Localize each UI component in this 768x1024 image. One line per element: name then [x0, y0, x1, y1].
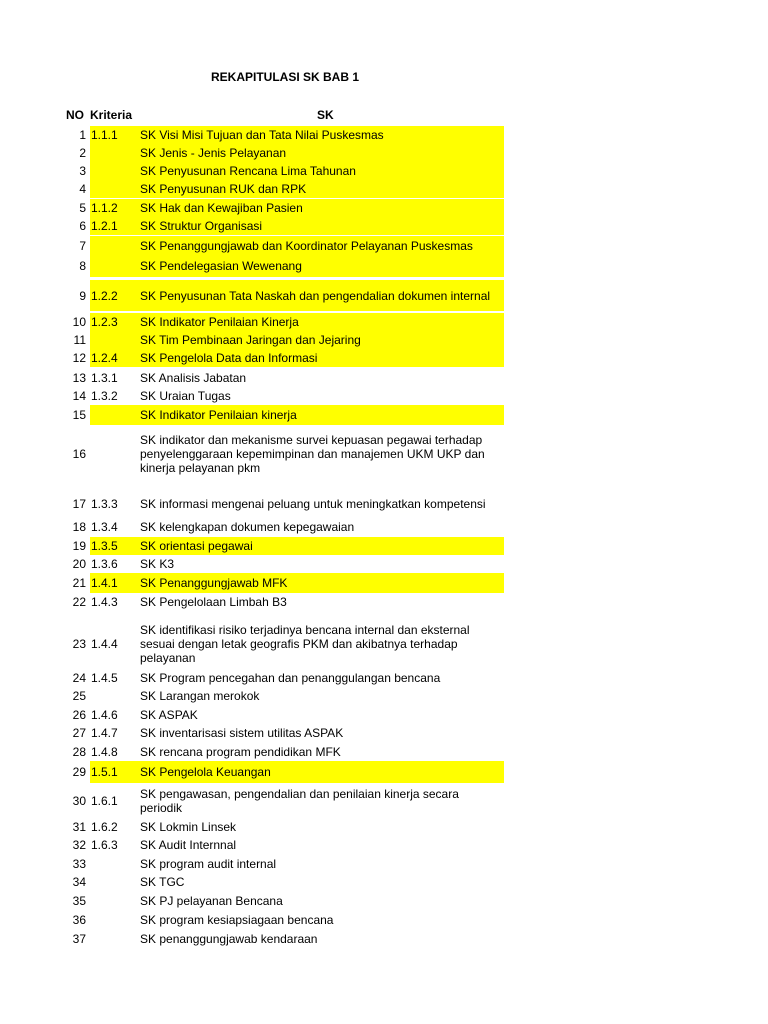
- table-row: [62, 706, 504, 724]
- row-kriteria: 1.2.1: [90, 217, 139, 235]
- row-sk: SK Visi Misi Tujuan dan Tata Nilai Puskesmas: [138, 126, 504, 144]
- row-kriteria: [90, 911, 139, 929]
- table-row: [62, 892, 504, 910]
- row-kriteria: [90, 873, 139, 891]
- row-number: 20: [72, 557, 86, 571]
- row-sk: SK orientasi pegawai: [138, 537, 504, 555]
- row-sk: SK Pengelola Keuangan: [138, 761, 504, 783]
- table-row: [62, 593, 504, 611]
- table-row: [62, 432, 504, 476]
- row-sk: SK Uraian Tugas: [140, 389, 231, 403]
- row-sk: SK Jenis - Jenis Pelayanan: [138, 144, 504, 162]
- table-row: [62, 217, 504, 235]
- row-number: 10: [72, 315, 86, 329]
- row-kriteria: [90, 855, 139, 873]
- row-sk: SK TGC: [140, 875, 185, 889]
- row-number: 9: [79, 288, 86, 303]
- row-sk: SK Penanggungjawab dan Koordinator Pelayanan Puskesmas: [138, 236, 504, 256]
- row-sk: SK penanggungjawab kendaraan: [140, 932, 318, 946]
- table-row: [62, 487, 504, 521]
- row-number: 30: [72, 794, 86, 808]
- row-kriteria: 1.3.5: [90, 537, 139, 555]
- row-kriteria: 1.3.6: [91, 557, 118, 571]
- row-sk: SK Tim Pembinaan Jaringan dan Jejaring: [138, 331, 504, 349]
- header-no: NO: [66, 108, 84, 122]
- row-sk: SK Pengelola Data dan Informasi: [138, 349, 504, 367]
- row-sk: SK identifikasi risiko terjadinya bencana internal dan eksternal sesuai dengan letak geografis PKM dan akibatnya terhadap pelayanan: [140, 623, 470, 665]
- table-row: [62, 280, 504, 311]
- row-kriteria: 1.6.3: [91, 838, 118, 852]
- row-kriteria: 1.4.8: [91, 745, 118, 759]
- table-row: [62, 761, 504, 783]
- header-sk: SK: [317, 108, 334, 122]
- row-number: 29: [72, 765, 86, 779]
- row-sk: SK Larangan merokok: [140, 689, 260, 703]
- table-row: [62, 930, 504, 948]
- row-sk: SK PJ pelayanan Bencana: [140, 894, 283, 908]
- table-row: [62, 405, 504, 425]
- table-row: [62, 836, 504, 854]
- row-kriteria: [90, 144, 139, 162]
- row-number: 28: [72, 745, 86, 759]
- table-row: [62, 743, 504, 761]
- row-number: 13: [72, 371, 86, 385]
- table-row: [62, 349, 504, 367]
- row-sk: SK Penanggungjawab MFK: [138, 573, 504, 593]
- row-sk: SK Penyusunan RUK dan RPK: [138, 180, 504, 198]
- row-kriteria: 1.4.6: [91, 708, 118, 722]
- row-sk: SK inventarisasi sistem utilitas ASPAK: [140, 726, 344, 740]
- row-number: 37: [72, 932, 86, 946]
- row-kriteria: [90, 687, 139, 705]
- row-sk: SK ASPAK: [140, 708, 198, 722]
- row-kriteria: 1.5.1: [90, 761, 139, 783]
- row-number: 31: [72, 820, 86, 834]
- row-number: 22: [72, 595, 86, 609]
- row-sk: SK Pengelolaan Limbah B3: [140, 595, 287, 609]
- row-kriteria: 1.2.4: [90, 349, 139, 367]
- row-number: 5: [79, 201, 86, 215]
- row-number: 26: [72, 708, 86, 722]
- row-kriteria: 1.4.7: [91, 726, 118, 740]
- row-sk: SK indikator dan mekanisme survei kepuasan pegawai terhadap penyelenggaraan kepemimpinan dan manajemen UKM UKP dan kinerja pelayanan pkm: [140, 433, 485, 475]
- table-row: [62, 855, 504, 873]
- row-number: 8: [79, 259, 86, 273]
- table-row: [62, 620, 504, 668]
- row-number: 3: [79, 164, 86, 178]
- row-sk: SK pengawasan, pengendalian dan penilaian kinerja secara periodik: [140, 787, 459, 815]
- row-number: 14: [72, 389, 86, 403]
- row-sk: SK K3: [140, 557, 175, 571]
- table-row: [62, 873, 504, 891]
- row-sk: SK Penyusunan Rencana Lima Tahunan: [138, 162, 504, 180]
- row-number: 4: [79, 182, 86, 196]
- table-row: [62, 126, 504, 144]
- table-row: [62, 369, 504, 387]
- row-kriteria: 1.2.3: [90, 313, 139, 331]
- table-row: [62, 818, 504, 836]
- table-row: [62, 180, 504, 198]
- row-kriteria: 1.4.4: [91, 637, 118, 651]
- row-number: 19: [72, 539, 86, 553]
- row-number: 18: [72, 520, 86, 534]
- row-kriteria: [90, 236, 139, 256]
- row-number: 17: [72, 497, 86, 511]
- page-title: REKAPITULASI SK BAB 1: [210, 70, 359, 84]
- header-kriteria: Kriteria: [90, 108, 133, 122]
- row-number: 1: [79, 128, 86, 142]
- row-number: 11: [73, 333, 86, 347]
- row-kriteria: 1.3.1: [91, 371, 118, 385]
- table-row: [62, 236, 504, 256]
- row-kriteria: [90, 255, 139, 277]
- table-row: [62, 724, 504, 742]
- table-row: [62, 331, 504, 349]
- row-sk: SK kelengkapan dokumen kepegawaian: [140, 520, 355, 534]
- row-number: 36: [72, 913, 86, 927]
- table-row: [62, 786, 504, 816]
- row-kriteria: [90, 892, 139, 910]
- row-sk: SK Indikator Penilaian Kinerja: [138, 313, 504, 331]
- row-sk: SK program audit internal: [140, 857, 277, 871]
- row-number: 34: [72, 875, 86, 889]
- row-kriteria: 1.3.2: [91, 389, 118, 403]
- row-kriteria: 1.3.4: [91, 520, 118, 534]
- row-kriteria: 1.4.3: [91, 595, 118, 609]
- row-sk: SK Indikator Penilaian kinerja: [138, 405, 504, 425]
- row-kriteria: 1.2.2: [90, 280, 139, 311]
- table-row: [62, 313, 504, 331]
- table-row: [62, 144, 504, 162]
- row-sk: SK Program pencegahan dan penanggulangan bencana: [140, 671, 441, 685]
- row-sk: SK Penyusunan Tata Naskah dan pengendalian dokumen internal: [138, 280, 504, 311]
- row-sk: SK rencana program pendidikan MFK: [140, 745, 341, 759]
- row-number: 12: [72, 351, 86, 365]
- table-row: [62, 199, 504, 217]
- row-number: 25: [72, 689, 86, 703]
- row-kriteria: [90, 405, 139, 425]
- row-number: 27: [72, 726, 86, 740]
- row-number: 21: [72, 576, 86, 590]
- row-number: 2: [79, 146, 86, 160]
- row-kriteria: 1.6.2: [91, 820, 118, 834]
- row-kriteria: [90, 331, 139, 349]
- row-number: 7: [79, 239, 86, 253]
- row-kriteria: 1.1.1: [90, 126, 139, 144]
- row-kriteria: 1.3.3: [91, 497, 118, 511]
- row-number: 35: [72, 894, 86, 908]
- row-sk: SK Analisis Jabatan: [140, 371, 247, 385]
- table-row: [62, 687, 504, 705]
- table-row: [62, 555, 504, 573]
- row-sk: SK program kesiapsiagaan bencana: [140, 913, 334, 927]
- table-row: [62, 518, 504, 536]
- row-kriteria: 1.6.1: [91, 794, 118, 808]
- table-row: [62, 255, 504, 277]
- row-kriteria: [90, 432, 139, 476]
- row-number: 32: [72, 838, 86, 852]
- table-row: [62, 911, 504, 929]
- row-sk: SK Audit Internnal: [140, 838, 237, 852]
- row-number: 15: [72, 408, 86, 422]
- row-sk: SK Lokmin Linsek: [140, 820, 237, 834]
- row-number: 33: [72, 857, 86, 871]
- row-kriteria: 1.4.1: [90, 573, 139, 593]
- table-row: [62, 537, 504, 555]
- row-sk: SK Hak dan Kewajiban Pasien: [138, 199, 504, 217]
- row-kriteria: 1.4.5: [91, 671, 118, 685]
- row-kriteria: [90, 930, 139, 948]
- row-number: 24: [72, 671, 86, 685]
- table-row: [62, 387, 504, 405]
- table-row: [62, 573, 504, 593]
- row-kriteria: [90, 162, 139, 180]
- table-row: [62, 669, 504, 687]
- row-sk: SK Pendelegasian Wewenang: [138, 255, 504, 277]
- row-sk: SK Struktur Organisasi: [138, 217, 504, 235]
- row-number: 6: [79, 219, 86, 233]
- row-number: 23: [72, 637, 86, 651]
- row-kriteria: [90, 180, 139, 198]
- row-number: 16: [72, 447, 86, 461]
- table-row: [62, 162, 504, 180]
- row-kriteria: 1.1.2: [90, 199, 139, 217]
- row-sk: SK informasi mengenai peluang untuk meningkatkan kompetensi: [140, 497, 486, 511]
